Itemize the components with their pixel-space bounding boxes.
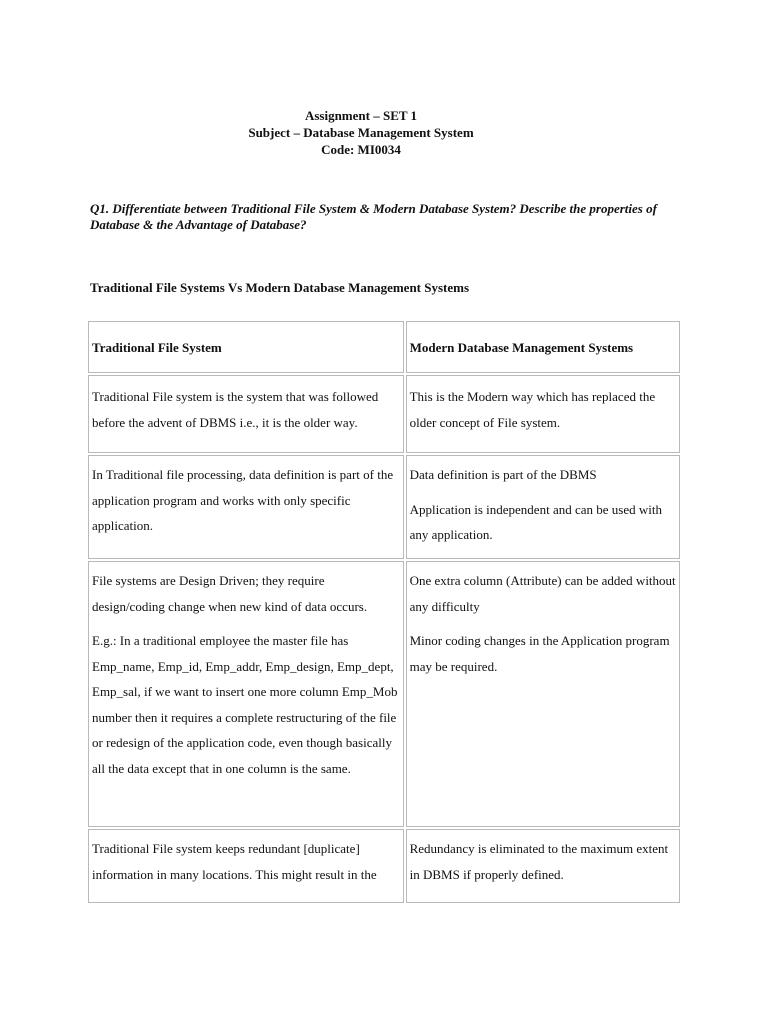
subject-line: Subject – Database Management System: [248, 125, 474, 140]
cell-paragraph: Redundancy is eliminated to the maximum extent in DBMS if properly defined.: [409, 841, 669, 882]
cell-paragraph: In Traditional file processing, data definition is part of the application program and works with only specific application.: [92, 467, 394, 533]
question-text: Q1. Differentiate between Traditional File System & Modern Database System? Describe the properties of Database & the Advantage of Database?: [90, 201, 657, 232]
table-cell-right: [406, 829, 680, 903]
header-modern-dbms: Modern Database Management Systems: [406, 321, 680, 373]
table-cell-right: [406, 561, 680, 827]
table-cell-left: [88, 829, 404, 903]
section-heading: Traditional File Systems Vs Modern Database Management Systems: [90, 280, 470, 295]
cell-paragraph: Application is independent and can be used with any application.: [409, 501, 662, 542]
header-traditional-file-system: Traditional File System: [88, 321, 404, 373]
table-row: [88, 561, 680, 827]
cell-paragraph: File systems are Design Driven; they require design/coding change when new kind of data occurs.: [92, 573, 368, 614]
cell-paragraph: E.g.: In a traditional employee the master file has Emp_name, Emp_id, Emp_addr, Emp_design, Emp_dept, Emp_sal, if we want to insert one more column Emp_Mob number then it requires a complete restructuring of the file or redesign of the application code, even though basically all the data except that in one column is the same.: [92, 633, 398, 776]
cell-paragraph: Minor coding changes in the Application program may be required.: [409, 633, 670, 674]
comparison-table: [86, 319, 682, 905]
table-row: [88, 455, 680, 559]
table-cell-right: [406, 375, 680, 453]
cell-paragraph: Traditional File system keeps redundant [duplicate] information in many locations. This might result in the: [92, 841, 377, 882]
assignment-title: Assignment – SET 1: [304, 108, 418, 123]
table-row: [88, 375, 680, 453]
table-cell-left: [88, 561, 404, 827]
table-cell-right: [406, 455, 680, 559]
cell-paragraph: Data definition is part of the DBMS: [409, 467, 597, 482]
table-row: [88, 829, 680, 903]
table-header-row: [88, 321, 680, 373]
assignment-header: [0, 107, 722, 158]
cell-paragraph: This is the Modern way which has replaced the older concept of File system.: [409, 389, 656, 430]
cell-paragraph: Traditional File system is the system that was followed before the advent of DBMS i.e., it is the older way.: [92, 389, 379, 430]
table-cell-left: [88, 375, 404, 453]
cell-paragraph: One extra column (Attribute) can be added without any difficulty: [409, 573, 676, 614]
table-cell-left: [88, 455, 404, 559]
code-line: Code: MI0034: [321, 142, 401, 157]
